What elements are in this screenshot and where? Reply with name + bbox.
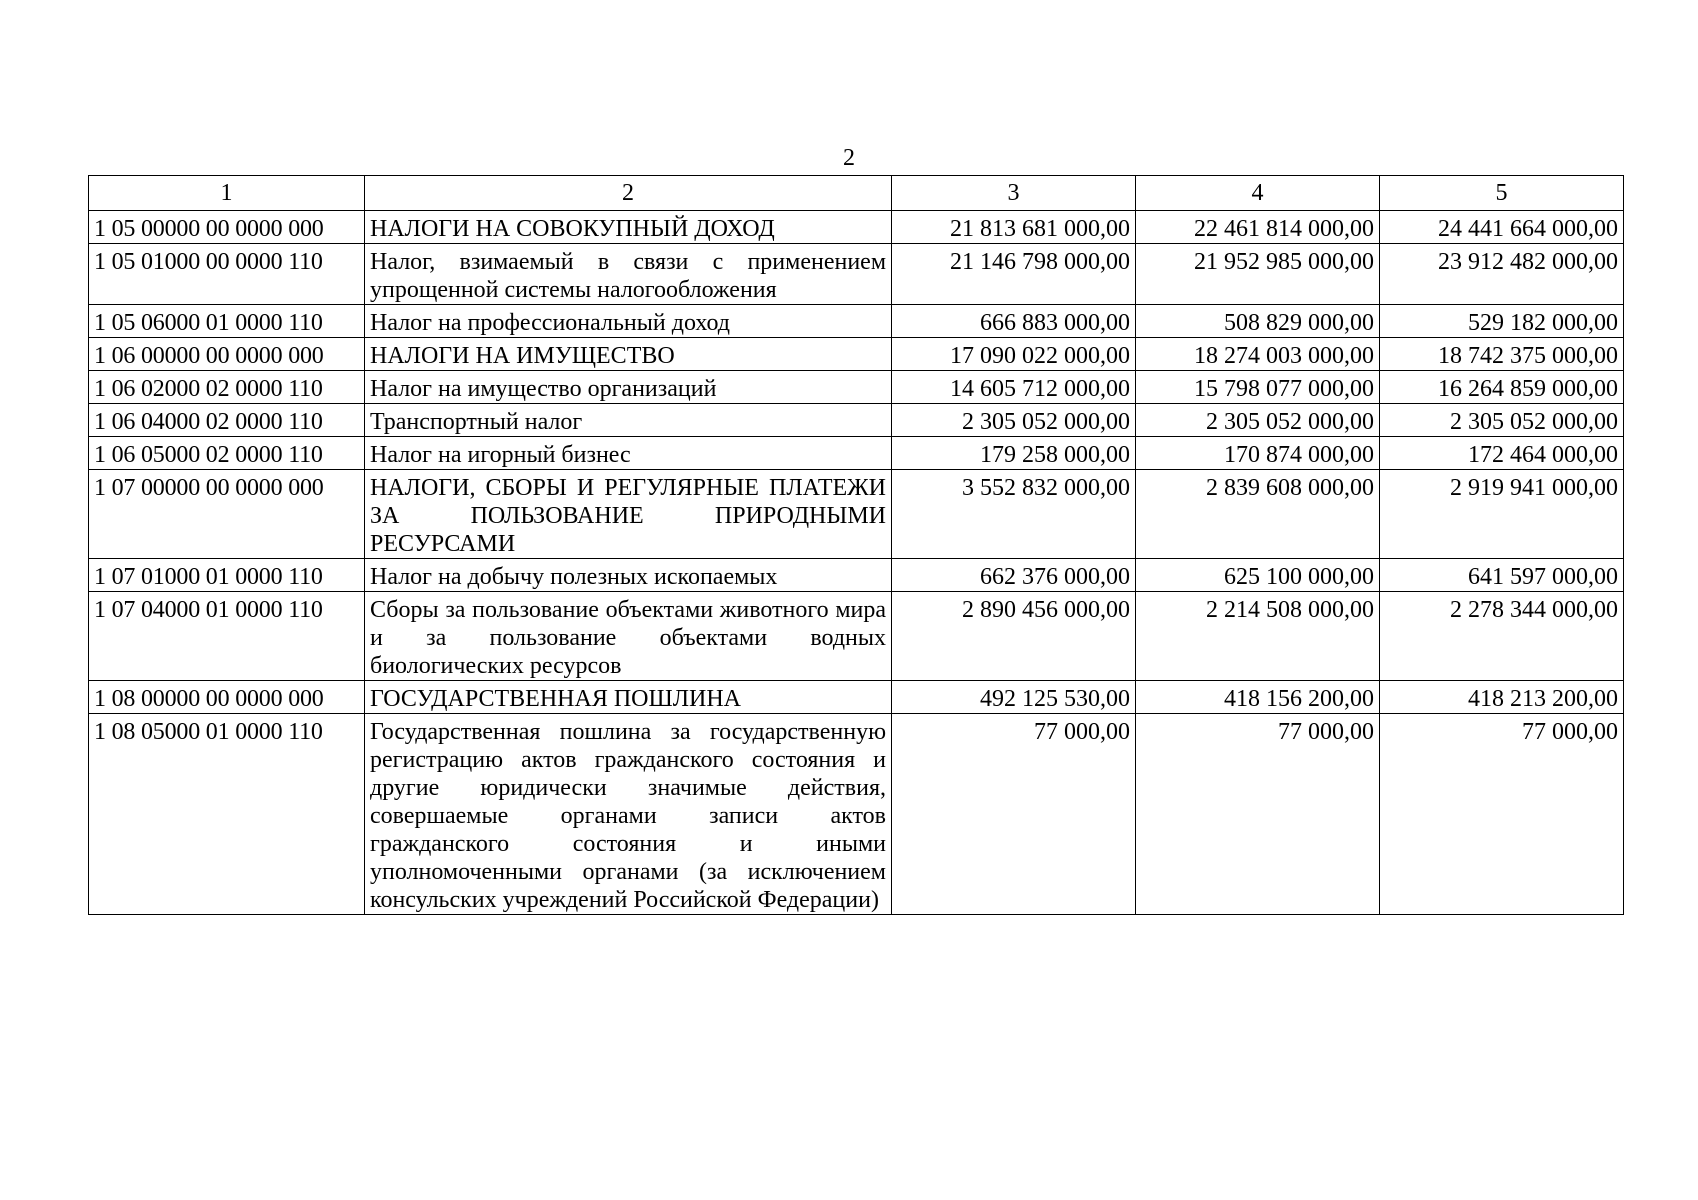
amount: 418 156 200,00	[1136, 681, 1380, 714]
amount: 21 952 985 000,00	[1136, 244, 1380, 305]
budget-code: 1 06 02000 02 0000 110	[89, 371, 365, 404]
table-row	[89, 437, 1624, 470]
table-row	[89, 338, 1624, 371]
budget-code: 1 07 00000 00 0000 000	[89, 470, 365, 559]
budget-code: 1 06 00000 00 0000 000	[89, 338, 365, 371]
revenue-name: Налог, взимаемый в связи с применением упрощенной системы налогообложения	[365, 244, 892, 305]
amount: 2 919 941 000,00	[1380, 470, 1624, 559]
column-header: 3	[892, 176, 1136, 211]
revenue-name: НАЛОГИ НА ИМУЩЕСТВО	[365, 338, 892, 371]
table-row	[89, 592, 1624, 681]
revenue-name: НАЛОГИ НА СОВОКУПНЫЙ ДОХОД	[365, 211, 892, 244]
amount: 14 605 712 000,00	[892, 371, 1136, 404]
revenue-name: ГОСУДАРСТВЕННАЯ ПОШЛИНА	[365, 681, 892, 714]
table-row	[89, 714, 1624, 915]
amount: 17 090 022 000,00	[892, 338, 1136, 371]
revenue-name: Транспортный налог	[365, 404, 892, 437]
table-header-row	[89, 176, 1624, 211]
amount: 2 305 052 000,00	[1380, 404, 1624, 437]
budget-code: 1 08 05000 01 0000 110	[89, 714, 365, 915]
amount: 18 274 003 000,00	[1136, 338, 1380, 371]
budget-code: 1 05 00000 00 0000 000	[89, 211, 365, 244]
amount: 77 000,00	[1136, 714, 1380, 915]
amount: 77 000,00	[1380, 714, 1624, 915]
amount: 641 597 000,00	[1380, 559, 1624, 592]
amount: 2 305 052 000,00	[1136, 404, 1380, 437]
budget-code: 1 07 04000 01 0000 110	[89, 592, 365, 681]
amount: 22 461 814 000,00	[1136, 211, 1380, 244]
amount: 418 213 200,00	[1380, 681, 1624, 714]
amount: 24 441 664 000,00	[1380, 211, 1624, 244]
budget-code: 1 05 01000 00 0000 110	[89, 244, 365, 305]
column-header: 5	[1380, 176, 1624, 211]
amount: 18 742 375 000,00	[1380, 338, 1624, 371]
amount: 625 100 000,00	[1136, 559, 1380, 592]
budget-code: 1 06 04000 02 0000 110	[89, 404, 365, 437]
budget-code: 1 06 05000 02 0000 110	[89, 437, 365, 470]
amount: 23 912 482 000,00	[1380, 244, 1624, 305]
table-row	[89, 559, 1624, 592]
amount: 529 182 000,00	[1380, 305, 1624, 338]
revenue-name: НАЛОГИ, СБОРЫ И РЕГУЛЯРНЫЕ ПЛАТЕЖИ ЗА ПОЛЬЗОВАНИЕ ПРИРОДНЫМИ РЕСУРСАМИ	[365, 470, 892, 559]
amount: 2 278 344 000,00	[1380, 592, 1624, 681]
amount: 172 464 000,00	[1380, 437, 1624, 470]
column-header: 4	[1136, 176, 1380, 211]
table-row	[89, 371, 1624, 404]
amount: 179 258 000,00	[892, 437, 1136, 470]
table-row	[89, 211, 1624, 244]
amount: 666 883 000,00	[892, 305, 1136, 338]
amount: 170 874 000,00	[1136, 437, 1380, 470]
column-header: 1	[89, 176, 365, 211]
table-row	[89, 470, 1624, 559]
amount: 508 829 000,00	[1136, 305, 1380, 338]
revenue-name: Налог на добычу полезных ископаемых	[365, 559, 892, 592]
amount: 15 798 077 000,00	[1136, 371, 1380, 404]
page-number: 2	[843, 145, 855, 171]
amount: 2 214 508 000,00	[1136, 592, 1380, 681]
amount: 2 839 608 000,00	[1136, 470, 1380, 559]
budget-code: 1 05 06000 01 0000 110	[89, 305, 365, 338]
amount: 16 264 859 000,00	[1380, 371, 1624, 404]
revenue-table	[88, 175, 1624, 915]
revenue-name: Налог на игорный бизнес	[365, 437, 892, 470]
amount: 21 813 681 000,00	[892, 211, 1136, 244]
amount: 3 552 832 000,00	[892, 470, 1136, 559]
revenue-name: Налог на имущество организаций	[365, 371, 892, 404]
amount: 492 125 530,00	[892, 681, 1136, 714]
revenue-name: Налог на профессиональный доход	[365, 305, 892, 338]
table-row	[89, 404, 1624, 437]
budget-code: 1 08 00000 00 0000 000	[89, 681, 365, 714]
column-header: 2	[365, 176, 892, 211]
amount: 662 376 000,00	[892, 559, 1136, 592]
amount: 2 890 456 000,00	[892, 592, 1136, 681]
revenue-name: Сборы за пользование объектами животного мира и за пользование объектами водных биологических ресурсов	[365, 592, 892, 681]
table-row	[89, 681, 1624, 714]
revenue-name: Государственная пошлина за государственную регистрацию актов гражданского состояния и другие юридически значимые действия, совершаемые органами записи актов гражданского состояния и иными уполномоченными органами (за исключением консульских учреждений Российской Федерации)	[365, 714, 892, 915]
amount: 77 000,00	[892, 714, 1136, 915]
table-row	[89, 305, 1624, 338]
budget-code: 1 07 01000 01 0000 110	[89, 559, 365, 592]
table-row	[89, 244, 1624, 305]
amount: 2 305 052 000,00	[892, 404, 1136, 437]
amount: 21 146 798 000,00	[892, 244, 1136, 305]
